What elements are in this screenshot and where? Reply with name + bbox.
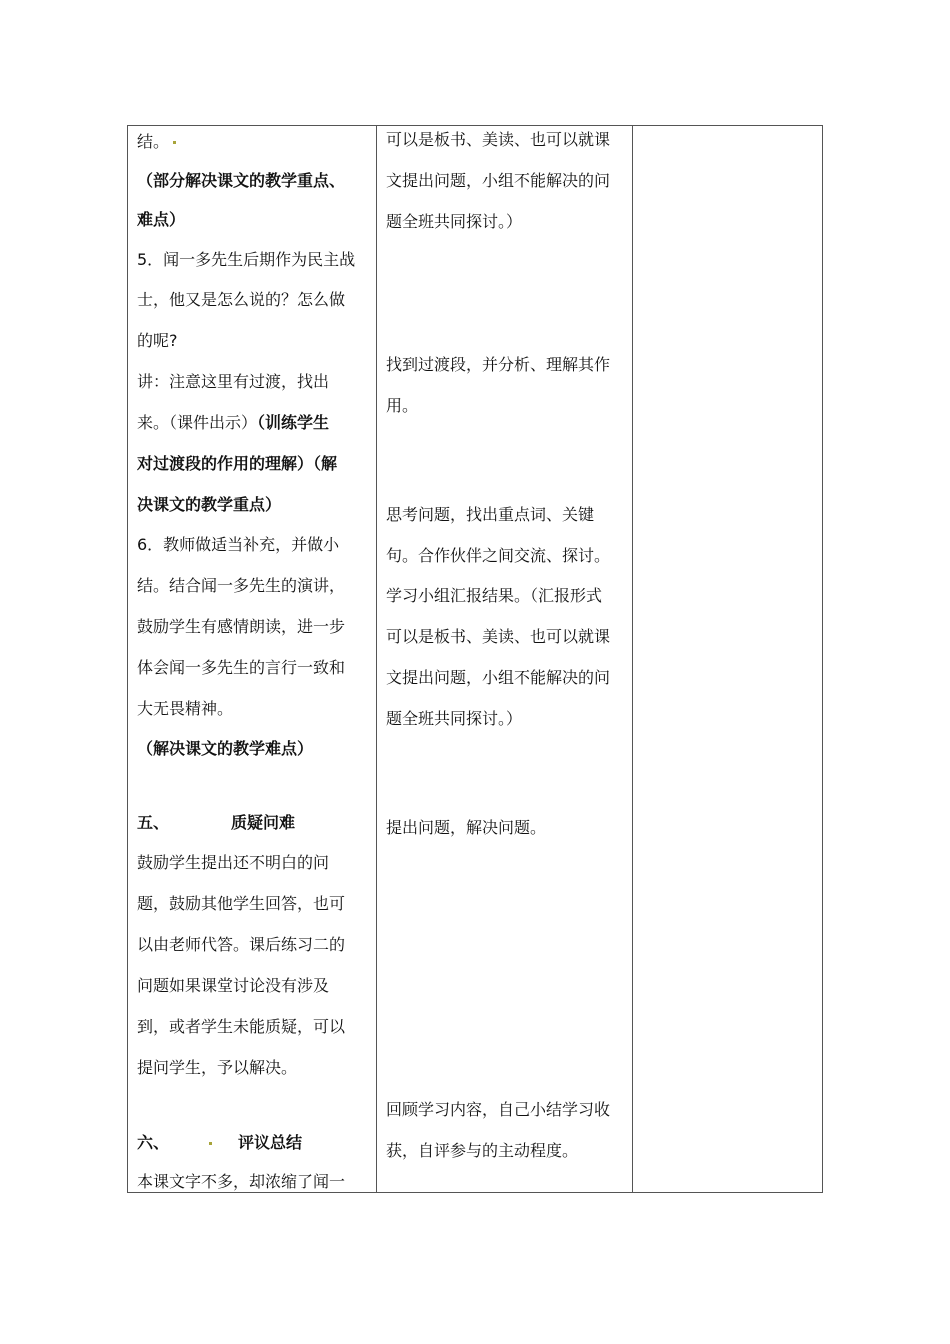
text-line: 思考问题，找出重点词、关键 [386, 505, 595, 524]
marker-dot [173, 141, 176, 144]
text-line: 决课文的教学重点） [137, 495, 282, 514]
text-line: 结。结合闻一多先生的演讲， [137, 576, 346, 595]
marker-dot [209, 1142, 212, 1145]
text-line: 可以是板书、美读、也可以就课 [386, 627, 611, 646]
column-divider [632, 126, 633, 1192]
text-line: 体会闻一多先生的言行一致和 [137, 658, 346, 677]
text-line: 到，或者学生未能质疑，可以 [137, 1017, 346, 1036]
text-line: 5．闻一多先生后期作为民主战 [137, 250, 356, 269]
text-line: 对过渡段的作用的理解）（解 [137, 454, 338, 473]
text-line: 大无畏精神。 [137, 699, 234, 718]
text-line: 以由老师代答。课后练习二的 [137, 935, 346, 954]
text-line: 6．教师做适当补充，并做小 [137, 535, 340, 554]
text-line: 鼓励学生有感情朗读，进一步 [137, 617, 346, 636]
text-line: 文提出问题，小组不能解决的问 [386, 171, 611, 190]
text-line: 来。（课件出示）（训练学生 [137, 413, 330, 432]
text-line: 可以是板书、美读、也可以就课 [386, 130, 611, 149]
section-heading: 五、 质疑问难 [137, 813, 296, 832]
text-line: 讲：注意这里有过渡，找出 [137, 372, 330, 391]
text-line: 获，自评参与的主动程度。 [386, 1141, 579, 1160]
text-line: 结。 [137, 132, 176, 152]
text-line: 文提出问题，小组不能解决的问 [386, 668, 611, 687]
text-line: 题，鼓励其他学生回答，也可 [137, 894, 346, 913]
text-line: 题全班共同探讨。） [386, 212, 523, 231]
text-line: 士，他又是怎么说的？怎么做 [137, 290, 346, 309]
text-line: 难点） [137, 210, 186, 229]
text-line: 提问学生，予以解决。 [137, 1058, 298, 1077]
lesson-plan-table [127, 125, 823, 1193]
text-line: 的呢? [137, 331, 178, 350]
text-line: 回顾学习内容，自己小结学习收 [386, 1100, 611, 1119]
section-heading: 六、 评议总结 [137, 1133, 303, 1152]
text-line: （部分解决课文的教学重点、 [137, 171, 346, 190]
text-line: 鼓励学生提出还不明白的问 [137, 853, 330, 872]
text-line: 找到过渡段，并分析、理解其作 [386, 355, 611, 374]
text-line: 句。合作伙伴之间交流、探讨。 [386, 546, 611, 565]
text-line: 提出问题，解决问题。 [386, 818, 547, 837]
text-line: 问题如果课堂讨论没有涉及 [137, 976, 330, 995]
text-line: 题全班共同探讨。） [386, 709, 523, 728]
column-divider [376, 126, 377, 1192]
text-line: 学习小组汇报结果。（汇报形式 [386, 586, 603, 605]
text-line: 用。 [386, 396, 419, 415]
text-line: （解决课文的教学难点） [137, 739, 314, 758]
text-line: 本课文字不多，却浓缩了闻一 [137, 1172, 346, 1191]
